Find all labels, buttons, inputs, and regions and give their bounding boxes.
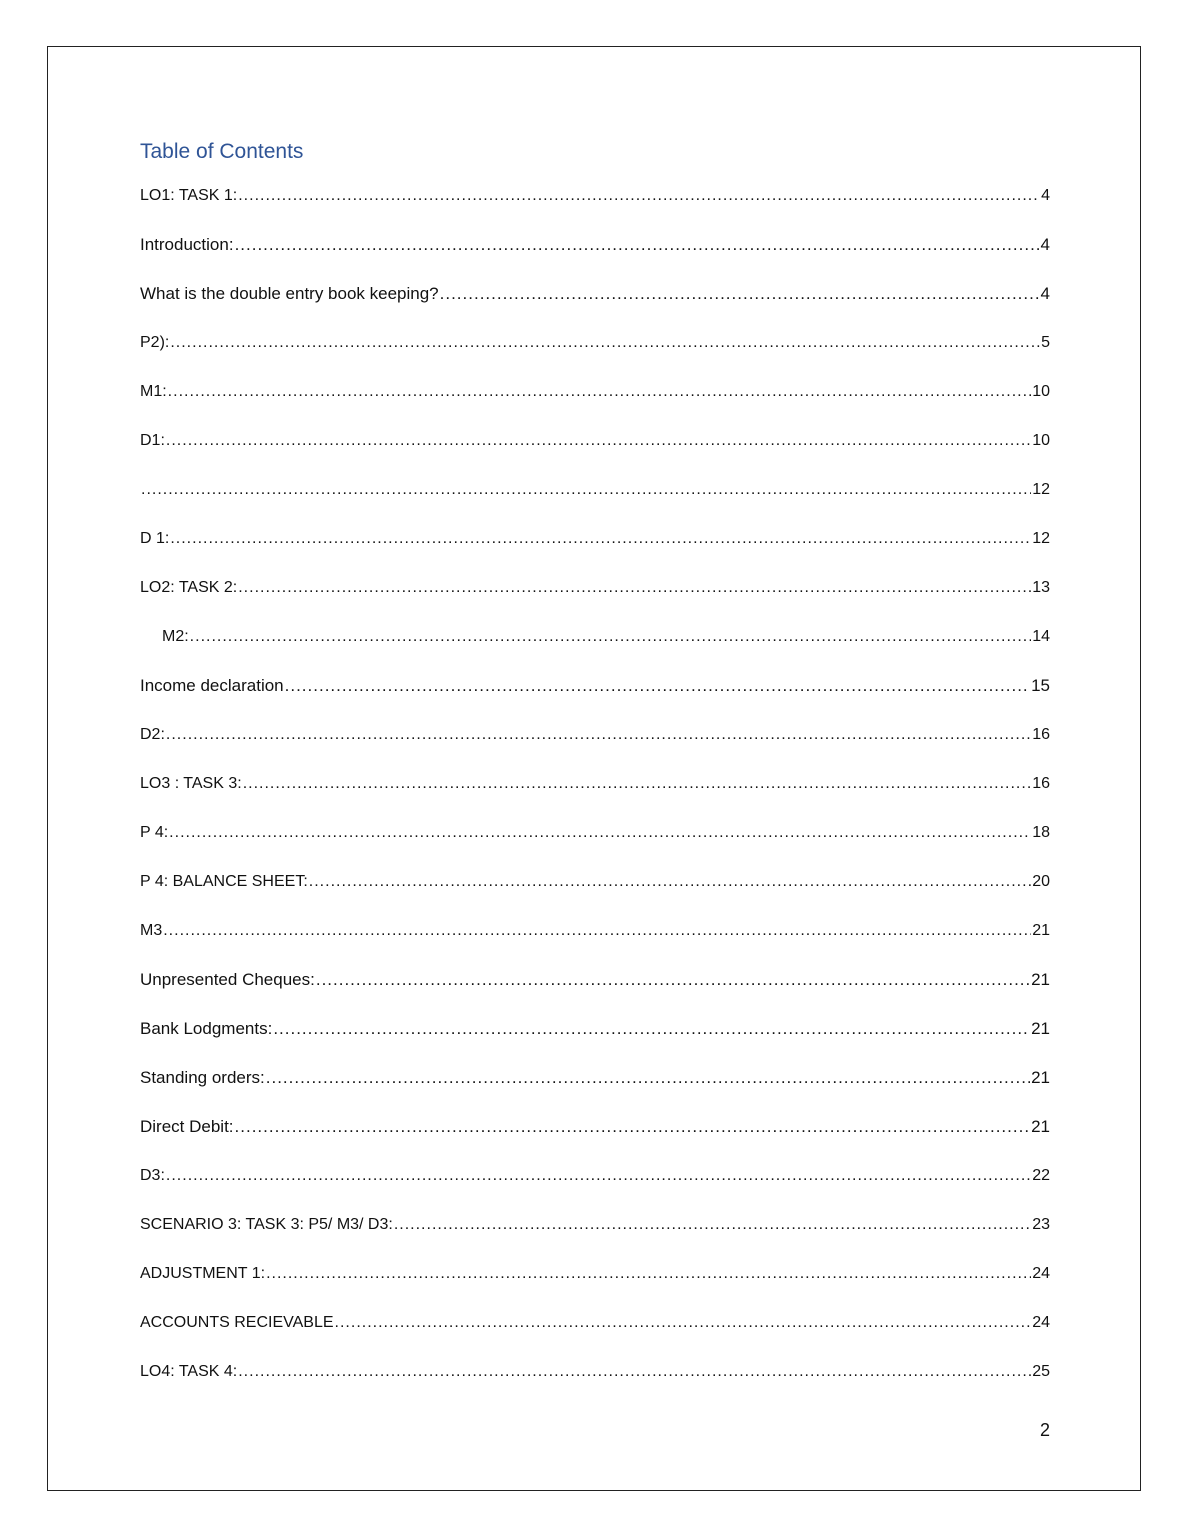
toc-entry-label: ADJUSTMENT 1: xyxy=(140,1265,266,1282)
toc-entry-label: D 1: xyxy=(140,530,170,547)
toc-entry-page: 24 xyxy=(1032,1265,1050,1282)
toc-entry-accounts-receivable[interactable] xyxy=(140,1308,1050,1357)
toc-dot-leader xyxy=(440,279,1040,309)
toc-dot-leader xyxy=(238,181,1040,211)
toc-entry-d1[interactable] xyxy=(140,426,1050,475)
toc-entry-double-entry[interactable] xyxy=(140,279,1050,328)
toc-entry-untitled[interactable] xyxy=(140,475,1050,524)
toc-entry-label: LO2: TASK 2: xyxy=(140,579,238,596)
toc-entry-label: Introduction: xyxy=(140,235,234,254)
toc-dot-leader xyxy=(266,1259,1031,1289)
toc-dot-leader xyxy=(166,1161,1031,1191)
toc-entry-label: P 4: BALANCE SHEET: xyxy=(140,873,308,890)
toc-dot-leader xyxy=(170,524,1031,554)
toc-entry-page: 23 xyxy=(1032,1216,1050,1233)
toc-entry-page: 14 xyxy=(1032,628,1050,645)
toc-entry-m2[interactable] xyxy=(140,622,1050,671)
page-number: 2 xyxy=(1039,1420,1050,1440)
toc-entry-page: 16 xyxy=(1032,775,1050,792)
toc-dot-leader xyxy=(141,475,1031,505)
toc-entry-lo3-task3[interactable] xyxy=(140,769,1050,818)
toc-entry-page: 16 xyxy=(1032,726,1050,743)
toc-entry-scenario3[interactable] xyxy=(140,1210,1050,1259)
toc-entry-label: D3: xyxy=(140,1167,165,1184)
toc-entry-d3[interactable] xyxy=(140,1161,1050,1210)
toc-entry-label: Standing orders: xyxy=(140,1068,265,1087)
toc-entry-page: 21 xyxy=(1031,1068,1050,1087)
toc-entry-adjustment1[interactable] xyxy=(140,1259,1050,1308)
toc-entry-page: 21 xyxy=(1032,922,1050,939)
toc-entry-m3[interactable] xyxy=(140,916,1050,965)
toc-entry-page: 24 xyxy=(1032,1314,1050,1331)
toc-entry-label: SCENARIO 3: TASK 3: P5/ M3/ D3: xyxy=(140,1216,393,1233)
toc-entry-lo4-task4[interactable] xyxy=(140,1357,1050,1406)
toc-list xyxy=(140,181,1050,1406)
toc-entry-page: 20 xyxy=(1032,873,1050,890)
toc-entry-p4[interactable] xyxy=(140,818,1050,867)
toc-entry-label: D1: xyxy=(140,432,165,449)
toc-entry-unpresented-cheques[interactable] xyxy=(140,965,1050,1014)
toc-entry-p4-balance-sheet[interactable] xyxy=(140,867,1050,916)
toc-entry-page: 18 xyxy=(1032,824,1050,841)
toc-dot-leader xyxy=(170,328,1040,358)
toc-entry-label: M1: xyxy=(140,383,167,400)
toc-title: Table of Contents xyxy=(140,140,304,163)
toc-entry-introduction[interactable] xyxy=(140,230,1050,279)
toc-entry-label: LO4: TASK 4: xyxy=(140,1363,238,1380)
toc-entry-label: Unpresented Cheques: xyxy=(140,970,315,989)
toc-entry-label: M2: xyxy=(162,628,189,645)
toc-entry-page: 4 xyxy=(1040,235,1050,254)
toc-entry-label: ACCOUNTS RECIEVABLE xyxy=(140,1314,334,1331)
toc-dot-leader xyxy=(166,426,1031,456)
toc-dot-leader xyxy=(394,1210,1031,1240)
toc-dot-leader xyxy=(273,1014,1030,1044)
toc-dot-leader xyxy=(190,622,1032,652)
toc-dot-leader xyxy=(266,1063,1030,1093)
toc-dot-leader xyxy=(285,671,1030,701)
toc-entry-page: 4 xyxy=(1040,284,1050,303)
toc-entry-page: 13 xyxy=(1032,579,1050,596)
toc-entry-page: 12 xyxy=(1032,530,1050,547)
toc-entry-label: M3 xyxy=(140,922,163,939)
toc-entry-label: P2): xyxy=(140,334,170,351)
toc-dot-leader xyxy=(168,377,1032,407)
toc-dot-leader xyxy=(238,1357,1031,1387)
toc-dot-leader xyxy=(169,818,1031,848)
toc-entry-label: Direct Debit: xyxy=(140,1117,234,1136)
toc-entry-bank-lodgments[interactable] xyxy=(140,1014,1050,1063)
toc-entry-label: LO1: TASK 1: xyxy=(140,187,238,204)
toc-entry-page: 10 xyxy=(1032,432,1050,449)
toc-entry-page: 5 xyxy=(1041,334,1050,351)
toc-entry-m1[interactable] xyxy=(140,377,1050,426)
toc-entry-label: What is the double entry book keeping? xyxy=(140,284,439,303)
toc-entry-page: 21 xyxy=(1031,1117,1050,1136)
toc-entry-d-1[interactable] xyxy=(140,524,1050,573)
toc-entry-page: 25 xyxy=(1032,1363,1050,1380)
toc-dot-leader xyxy=(309,867,1031,897)
toc-entry-page: 21 xyxy=(1031,970,1050,989)
toc-entry-standing-orders[interactable] xyxy=(140,1063,1050,1112)
toc-entry-label: P 4: xyxy=(140,824,169,841)
toc-dot-leader xyxy=(316,965,1030,995)
toc-dot-leader xyxy=(235,230,1040,260)
toc-entry-label: Income declaration xyxy=(140,676,284,695)
toc-entry-lo2-task2[interactable] xyxy=(140,573,1050,622)
toc-entry-label: Bank Lodgments: xyxy=(140,1019,273,1038)
toc-entry-page: 22 xyxy=(1032,1167,1050,1184)
toc-dot-leader xyxy=(243,769,1032,799)
toc-entry-d2[interactable] xyxy=(140,720,1050,769)
toc-entry-page: 10 xyxy=(1032,383,1050,400)
toc-entry-page: 12 xyxy=(1032,481,1050,498)
toc-dot-leader xyxy=(238,573,1031,603)
toc-entry-page: 21 xyxy=(1031,1019,1050,1038)
toc-dot-leader xyxy=(335,1308,1032,1338)
toc-entry-income-declaration[interactable] xyxy=(140,671,1050,720)
toc-entry-label: D2: xyxy=(140,726,165,743)
toc-entry-direct-debit[interactable] xyxy=(140,1112,1050,1161)
toc-entry-lo1-task1[interactable] xyxy=(140,181,1050,230)
toc-entry-page: 15 xyxy=(1031,676,1050,695)
toc-dot-leader xyxy=(235,1112,1031,1142)
toc-entry-page: 4 xyxy=(1041,187,1050,204)
toc-dot-leader xyxy=(163,916,1031,946)
toc-entry-p2[interactable] xyxy=(140,328,1050,377)
toc-entry-label: LO3 : TASK 3: xyxy=(140,775,242,792)
toc-dot-leader xyxy=(166,720,1031,750)
